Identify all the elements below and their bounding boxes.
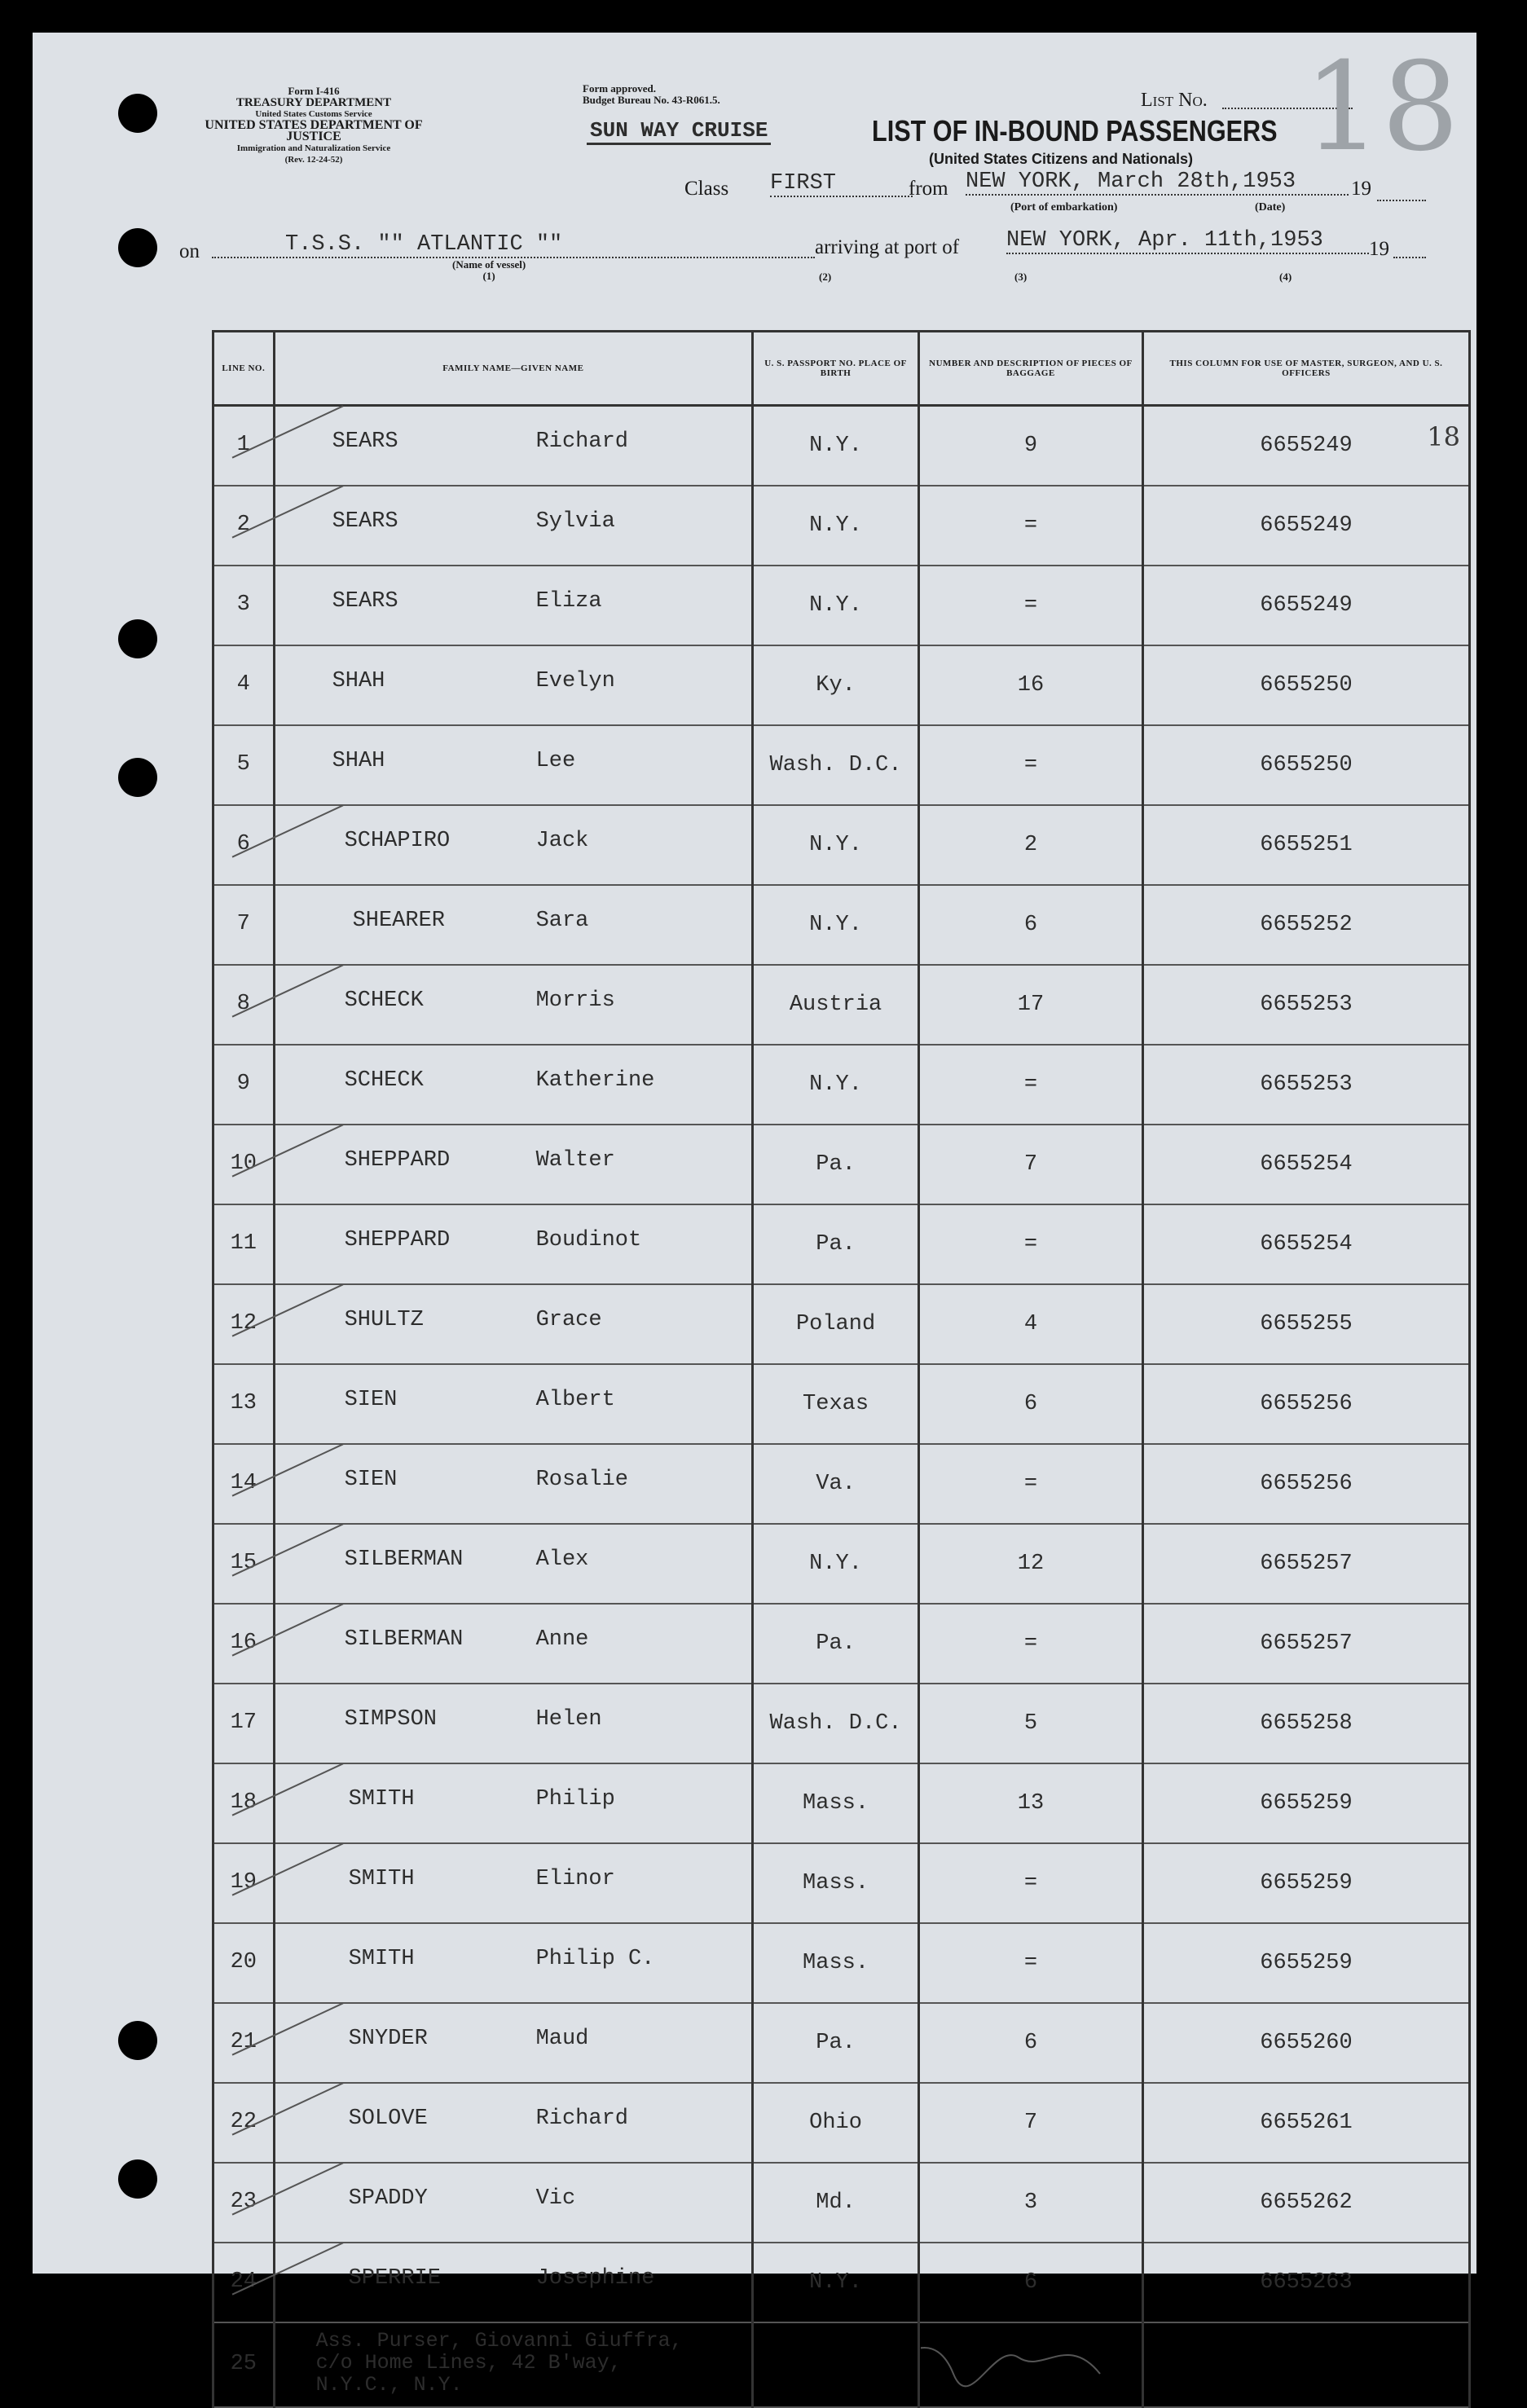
- customs-service: United States Customs Service: [255, 109, 372, 119]
- given-name: Boudinot: [535, 1228, 642, 1252]
- given-name: Philip: [535, 1787, 615, 1812]
- birthplace: Pa.: [753, 1125, 919, 1204]
- line-number: 1: [213, 406, 275, 486]
- treasury-dept: TREASURY DEPARTMENT: [235, 96, 392, 109]
- officer-number: 6655249: [1142, 566, 1469, 645]
- year-suffix: 19: [1351, 178, 1371, 200]
- line-number: 11: [213, 1204, 275, 1284]
- form-number: Form I-416: [288, 85, 340, 97]
- name-cell: [274, 1284, 753, 1364]
- line-number: 10: [213, 1125, 275, 1204]
- table-header-row: [213, 332, 1470, 406]
- line-number: 25: [213, 2322, 275, 2407]
- form-agency-block: [179, 86, 448, 165]
- table-row: [213, 885, 1470, 965]
- arrival-value: NEW YORK, Apr. 11th,1953: [1006, 228, 1369, 254]
- table-row: [213, 725, 1470, 805]
- table-row: [213, 1364, 1470, 1444]
- given-name: Rosalie: [535, 1468, 628, 1492]
- family-name: SHEPPARD: [344, 1148, 451, 1173]
- family-name: SIEN: [344, 1468, 398, 1492]
- name-cell: [274, 1604, 753, 1684]
- given-name: Evelyn: [535, 669, 615, 693]
- officer-number: 6655258: [1142, 1684, 1469, 1763]
- given-name: Richard: [535, 2106, 628, 2131]
- table-row: [213, 1923, 1470, 2003]
- form-revision: (Rev. 12-24-52): [284, 155, 343, 165]
- birthplace: Mass.: [753, 1763, 919, 1843]
- baggage: =: [918, 1843, 1142, 1923]
- officer-number: 6655254: [1142, 1125, 1469, 1204]
- table-row: [213, 1763, 1470, 1843]
- manifest-sheet: [33, 33, 1476, 2397]
- table-row: [213, 1204, 1470, 1284]
- birthplace: Ohio: [753, 2083, 919, 2163]
- col-num-4: (4): [1279, 271, 1292, 283]
- signature-cell: [918, 2322, 1142, 2407]
- line-number: 3: [213, 566, 275, 645]
- baggage: =: [918, 1923, 1142, 2003]
- birthplace: N.Y.: [753, 1524, 919, 1604]
- baggage: 12: [918, 1524, 1142, 1604]
- baggage: 9: [918, 406, 1142, 486]
- baggage: =: [918, 1604, 1142, 1684]
- family-name: SHAH: [332, 749, 385, 773]
- family-name: SMITH: [348, 1867, 415, 1891]
- birthplace: N.Y.: [753, 885, 919, 965]
- officer-number: 6655259: [1142, 1923, 1469, 2003]
- family-name: SIEN: [344, 1388, 398, 1412]
- baggage: 7: [918, 1125, 1142, 1204]
- officer-number: 6655252: [1142, 885, 1469, 965]
- birthplace: Austria: [753, 965, 919, 1045]
- table-row: [213, 2083, 1470, 2163]
- officer-number: 6655253: [1142, 1045, 1469, 1125]
- passenger-table: [212, 330, 1471, 2408]
- vessel-caption-num: (1): [482, 270, 495, 282]
- baggage: 13: [918, 1763, 1142, 1843]
- given-name: Eliza: [535, 589, 602, 614]
- given-name: Morris: [535, 988, 615, 1013]
- birthplace: N.Y.: [753, 1045, 919, 1125]
- punch-hole: [118, 228, 157, 267]
- justice-dept: UNITED STATES DEPARTMENT OF JUSTICE: [205, 118, 423, 143]
- vessel-caption: [452, 259, 526, 282]
- baggage: 6: [918, 2003, 1142, 2083]
- name-cell: [274, 2083, 753, 2163]
- line-number: 6: [213, 805, 275, 885]
- page-title: LIST OF IN-BOUND PASSENGERS: [872, 114, 1278, 147]
- family-name: SPADDY: [348, 2186, 428, 2211]
- class-value: FIRST: [770, 171, 913, 197]
- given-name: Albert: [535, 1388, 615, 1412]
- table-row: [213, 1524, 1470, 1604]
- page-subtitle: (United States Citizens and Nationals): [929, 151, 1194, 167]
- line-number: 24: [213, 2243, 275, 2322]
- purser-address: [316, 2330, 683, 2396]
- birthplace: Mass.: [753, 1923, 919, 2003]
- birthplace: Texas: [753, 1364, 919, 1444]
- family-name: SNYDER: [348, 2027, 428, 2051]
- birthplace: N.Y.: [753, 805, 919, 885]
- line-number: 22: [213, 2083, 275, 2163]
- family-name: SEARS: [332, 429, 398, 454]
- baggage: 6: [918, 1364, 1142, 1444]
- family-name: SCHAPIRO: [344, 829, 451, 853]
- baggage: 16: [918, 645, 1142, 725]
- officer-number: 6655257: [1142, 1604, 1469, 1684]
- table-footer-row: [213, 2322, 1470, 2407]
- line-number: 18: [213, 1763, 275, 1843]
- vessel-name: T.S.S. "" ATLANTIC "": [285, 232, 563, 257]
- officer-number: 6655253: [1142, 965, 1469, 1045]
- line-number: 17: [213, 1684, 275, 1763]
- name-cell: [274, 1125, 753, 1204]
- punch-hole: [118, 2021, 157, 2060]
- officer-column: [1142, 406, 1469, 486]
- table-row: [213, 2003, 1470, 2083]
- birthplace: N.Y.: [753, 406, 919, 486]
- baggage: =: [918, 725, 1142, 805]
- given-name: Maud: [535, 2027, 589, 2051]
- name-cell: [274, 645, 753, 725]
- name-cell: [274, 1684, 753, 1763]
- line-number: 19: [213, 1843, 275, 1923]
- line-number: 23: [213, 2163, 275, 2243]
- baggage: 5: [918, 1684, 1142, 1763]
- given-name: Vic: [535, 2186, 576, 2211]
- given-name: Richard: [535, 429, 628, 454]
- table-row: [213, 805, 1470, 885]
- line-number: 7: [213, 885, 275, 965]
- birthplace: N.Y.: [753, 566, 919, 645]
- birthplace: Wash. D.C.: [753, 1684, 919, 1763]
- birthplace: Va.: [753, 1444, 919, 1524]
- name-cell: [274, 725, 753, 805]
- line-number: 21: [213, 2003, 275, 2083]
- family-name: SMITH: [348, 1947, 415, 1971]
- list-number-stamp: 18: [1304, 37, 1459, 178]
- given-name: Sylvia: [535, 509, 615, 534]
- list-no-label: List No.: [1141, 90, 1208, 111]
- line-number: 15: [213, 1524, 275, 1604]
- family-name: SHULTZ: [344, 1308, 424, 1332]
- officer-number: 6655249: [1142, 486, 1469, 566]
- officer-number: 6655259: [1142, 1763, 1469, 1843]
- birthplace: Mass.: [753, 1843, 919, 1923]
- name-cell: [274, 566, 753, 645]
- vessel-caption-text: (Name of vessel): [452, 258, 526, 271]
- empty-cell: [1142, 2322, 1469, 2407]
- col-num-3: (3): [1014, 271, 1028, 283]
- purser-line-3: N.Y.C., N.Y.: [315, 2373, 463, 2397]
- birthplace: N.Y.: [753, 486, 919, 566]
- table-row: [213, 1045, 1470, 1125]
- baggage: 4: [918, 1284, 1142, 1364]
- header-name: FAMILY NAME—GIVEN NAME: [274, 332, 753, 406]
- budget-bureau: Budget Bureau No. 43-R061.5.: [583, 94, 720, 106]
- given-name: Jack: [535, 829, 589, 853]
- line-number: 2: [213, 486, 275, 566]
- baggage: =: [918, 1045, 1142, 1125]
- signature-scrawl: [921, 2325, 1141, 2398]
- family-name: SIMPSON: [344, 1707, 437, 1732]
- date-caption: (Date): [1255, 201, 1286, 214]
- header-officers: THIS COLUMN FOR USE OF MASTER, SURGEON, AND U. S. OFFICERS: [1142, 332, 1469, 406]
- family-name: SPERRIE: [348, 2266, 441, 2291]
- table-row: [213, 645, 1470, 725]
- line-number: 16: [213, 1604, 275, 1684]
- officer-number: 6655251: [1142, 805, 1469, 885]
- birthplace: Pa.: [753, 1604, 919, 1684]
- name-cell: [274, 1763, 753, 1843]
- purser-line-1: Ass. Purser, Giovanni Giuffra,: [315, 2329, 683, 2353]
- purser-line-2: c/o Home Lines, 42 B'way,: [315, 2351, 622, 2375]
- given-name: Grace: [535, 1308, 602, 1332]
- officer-number: 6655250: [1142, 645, 1469, 725]
- line-number: 4: [213, 645, 275, 725]
- table-row: [213, 486, 1470, 566]
- baggage: 17: [918, 965, 1142, 1045]
- name-cell: [274, 2163, 753, 2243]
- line-number: 20: [213, 1923, 275, 2003]
- officer-number: 6655256: [1142, 1364, 1469, 1444]
- officer-number: 6655256: [1142, 1444, 1469, 1524]
- officer-number: 6655262: [1142, 2163, 1469, 2243]
- table-row: [213, 1604, 1470, 1684]
- given-name: Helen: [535, 1707, 602, 1732]
- family-name: SILBERMAN: [344, 1547, 464, 1572]
- punch-hole: [118, 619, 157, 658]
- vessel-value: [212, 232, 815, 258]
- name-cell: [274, 805, 753, 885]
- header-baggage: NUMBER AND DESCRIPTION OF PIECES OF BAGGAGE: [918, 332, 1142, 406]
- given-name: Alex: [535, 1547, 589, 1572]
- arrival-year-suffix: 19: [1369, 238, 1389, 260]
- table-row: [213, 1125, 1470, 1204]
- line-number: 14: [213, 1444, 275, 1524]
- family-name: SEARS: [332, 509, 398, 534]
- birthplace: Poland: [753, 1284, 919, 1364]
- family-name: SCHECK: [344, 1068, 424, 1093]
- ins-service: Immigration and Naturalization Service: [236, 143, 391, 153]
- table-row: [213, 965, 1470, 1045]
- on-label: on: [179, 240, 200, 262]
- name-cell: [274, 1204, 753, 1284]
- family-name: SMITH: [348, 1787, 415, 1812]
- given-name: Josephine: [535, 2266, 655, 2291]
- name-cell: [274, 885, 753, 965]
- purser-cell: [274, 2322, 753, 2407]
- table-row: [213, 1444, 1470, 1524]
- table-row: [213, 406, 1470, 486]
- table-body: [213, 406, 1470, 2408]
- officer-number: 6655249: [1260, 434, 1353, 458]
- table-row: [213, 566, 1470, 645]
- name-cell: [274, 2003, 753, 2083]
- officer-number: 6655259: [1142, 1843, 1469, 1923]
- officer-number: 6655261: [1142, 2083, 1469, 2163]
- table-row: [213, 2243, 1470, 2322]
- given-name: Anne: [535, 1627, 589, 1652]
- table-row: [213, 1284, 1470, 1364]
- page-mark: 18: [1427, 421, 1460, 452]
- name-cell: [274, 486, 753, 566]
- family-name: SHAH: [332, 669, 385, 693]
- from-label: from: [909, 178, 948, 200]
- given-name: Elinor: [535, 1867, 615, 1891]
- birthplace: Md.: [753, 2163, 919, 2243]
- baggage: =: [918, 566, 1142, 645]
- officer-number: 6655263: [1142, 2243, 1469, 2322]
- baggage: 3: [918, 2163, 1142, 2243]
- empty-cell: [753, 2322, 919, 2407]
- header-line-no: LINE NO.: [213, 332, 275, 406]
- name-cell: [274, 1364, 753, 1444]
- officer-number: 6655260: [1142, 2003, 1469, 2083]
- birthplace: Ky.: [753, 645, 919, 725]
- baggage: 6: [918, 2243, 1142, 2322]
- officer-number: 6655250: [1142, 725, 1469, 805]
- baggage: 2: [918, 805, 1142, 885]
- line-number: 12: [213, 1284, 275, 1364]
- family-name: SEARS: [332, 589, 398, 614]
- birthplace: N.Y.: [753, 2243, 919, 2322]
- name-cell: [274, 1923, 753, 2003]
- arriving-label: arriving at port of: [815, 236, 960, 258]
- line-number: 9: [213, 1045, 275, 1125]
- line-number: 5: [213, 725, 275, 805]
- table-row: [213, 1843, 1470, 1923]
- family-name: SHEARER: [352, 909, 445, 933]
- baggage: =: [918, 1204, 1142, 1284]
- officer-number: 6655257: [1142, 1524, 1469, 1604]
- port-embark-caption: (Port of embarkation): [1010, 201, 1118, 214]
- table-row: [213, 2163, 1470, 2243]
- baggage: =: [918, 1444, 1142, 1524]
- punch-hole: [118, 2159, 157, 2199]
- table-row: [213, 1684, 1470, 1763]
- col-num-2: (2): [819, 271, 832, 283]
- approval-block: [583, 83, 720, 106]
- given-name: Sara: [535, 909, 589, 933]
- name-cell: [274, 1045, 753, 1125]
- name-cell: [274, 406, 753, 486]
- line-number: 13: [213, 1364, 275, 1444]
- name-cell: [274, 2243, 753, 2322]
- family-name: SCHECK: [344, 988, 424, 1013]
- baggage: =: [918, 486, 1142, 566]
- birthplace: Pa.: [753, 1204, 919, 1284]
- line-number: 8: [213, 965, 275, 1045]
- punch-hole: [118, 94, 157, 133]
- given-name: Philip C.: [535, 1947, 655, 1971]
- given-name: Walter: [535, 1148, 615, 1173]
- header-passport: U. S. PASSPORT NO. PLACE OF BIRTH: [753, 332, 919, 406]
- class-label: Class: [684, 178, 729, 200]
- name-cell: [274, 965, 753, 1045]
- given-name: Katherine: [535, 1068, 655, 1093]
- name-cell: [274, 1843, 753, 1923]
- birthplace: Wash. D.C.: [753, 725, 919, 805]
- officer-number: 6655254: [1142, 1204, 1469, 1284]
- family-name: SILBERMAN: [344, 1627, 464, 1652]
- birthplace: Pa.: [753, 2003, 919, 2083]
- baggage: 6: [918, 885, 1142, 965]
- name-cell: [274, 1524, 753, 1604]
- family-name: SOLOVE: [348, 2106, 428, 2131]
- baggage: 7: [918, 2083, 1142, 2163]
- cruise-stamp: SUN WAY CRUISE: [587, 118, 771, 145]
- family-name: SHEPPARD: [344, 1228, 451, 1252]
- from-value: NEW YORK, March 28th,1953: [966, 169, 1349, 196]
- form-approved: Form approved.: [583, 82, 657, 95]
- punch-hole: [118, 758, 157, 797]
- officer-number: 6655255: [1142, 1284, 1469, 1364]
- given-name: Lee: [535, 749, 576, 773]
- name-cell: [274, 1444, 753, 1524]
